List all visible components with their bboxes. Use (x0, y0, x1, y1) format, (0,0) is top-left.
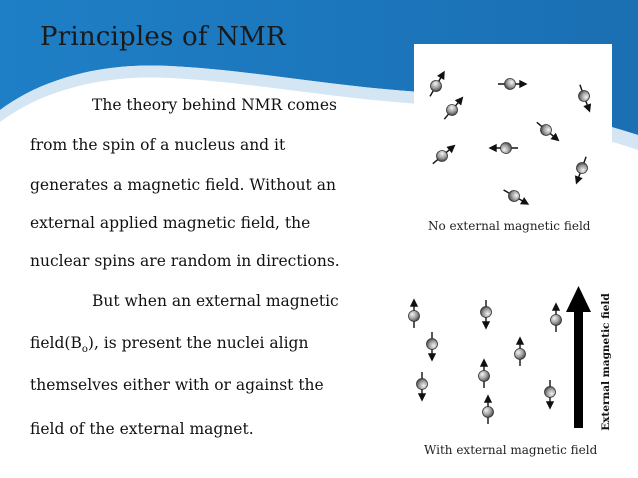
random-spins-diagram (414, 44, 612, 214)
aligned-spin-7 (417, 372, 428, 400)
arrow-label: External magnetic field (600, 293, 612, 431)
paragraph-1-line-4: external applied magnetic field, the (30, 214, 311, 232)
aligned-spin-5 (515, 338, 526, 366)
arrow-label-wrap (596, 290, 616, 434)
field-text-suffix: ), is present the nuclei align (87, 334, 309, 352)
aligned-spin-9 (483, 396, 494, 424)
aligned-spin-8 (545, 380, 556, 408)
figure-aligned-spins (400, 282, 622, 468)
aligned-spin-2 (481, 300, 492, 328)
field-text: field(B (30, 334, 82, 352)
caption-no-field: No external magnetic field (428, 219, 591, 233)
paragraph-2-line-4: field of the external magnet. (30, 420, 254, 438)
spin-2 (498, 79, 526, 90)
aligned-spin-4 (427, 332, 438, 360)
spin-3 (575, 83, 595, 113)
paragraph-1-line-3: generates a magnetic field. Without an (30, 176, 336, 194)
aligned-spin-3 (551, 304, 562, 332)
field-arrow-icon (566, 286, 591, 428)
spin-8 (571, 155, 591, 185)
aligned-spin-1 (409, 300, 420, 328)
aligned-spins-diagram (400, 282, 622, 434)
slide-title: Principles of NMR (40, 22, 286, 52)
field-subscript: o (81, 344, 88, 356)
aligned-spin-6 (479, 360, 490, 388)
spin-4 (440, 94, 466, 123)
paragraph-2-line-2 (30, 334, 308, 355)
spin-5 (533, 118, 562, 144)
spin-6 (429, 142, 458, 168)
spin-7 (490, 143, 518, 154)
spin-9 (501, 185, 531, 209)
spin-1 (425, 69, 449, 99)
paragraph-2-line-3: themselves either with or against the (30, 376, 324, 394)
paragraph-1-line-1: The theory behind NMR comes (92, 96, 337, 114)
paragraph-2-line-1: But when an external magnetic (92, 292, 339, 310)
paragraph-1-line-2: from the spin of a nucleus and it (30, 136, 286, 154)
paragraph-1-line-5: nuclear spins are random in directions. (30, 252, 340, 270)
caption-with-field: With external magnetic field (424, 443, 598, 457)
figure-random-spins (414, 44, 612, 242)
